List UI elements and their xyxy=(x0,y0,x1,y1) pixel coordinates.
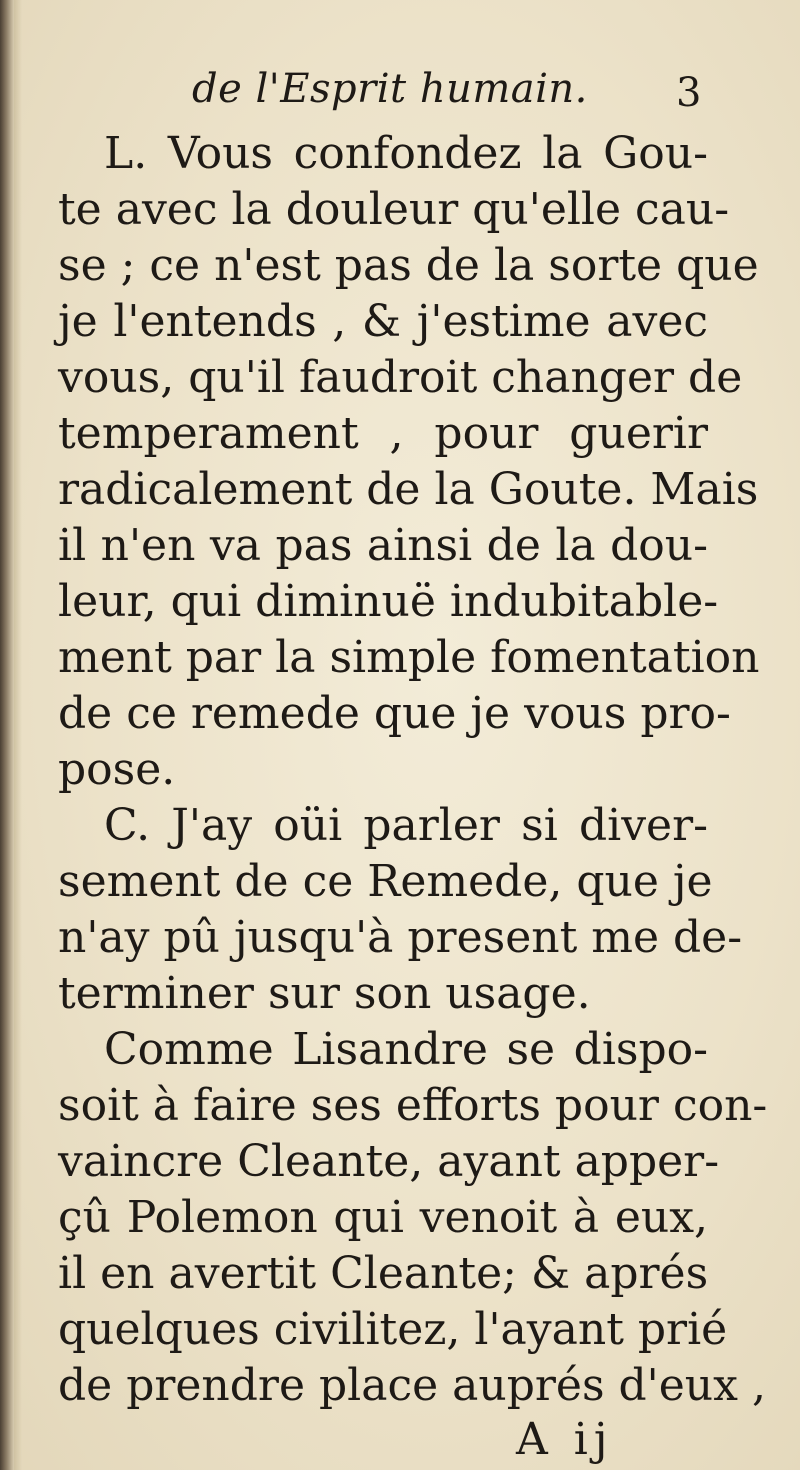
text-line: temperament , pour guerir xyxy=(58,408,708,459)
text-line: pose. xyxy=(58,744,176,795)
text-line: radicalement de la Goute. Mais xyxy=(58,464,759,515)
binding-edge xyxy=(0,0,14,1470)
text-line: L. Vous confondez la Gou- xyxy=(104,128,708,179)
running-head: de l'Esprit humain. xyxy=(192,66,588,112)
text-line: sement de ce Remede, que je xyxy=(58,856,713,907)
text-line: vous, qu'il faudroit changer de xyxy=(58,352,743,403)
text-line: de prendre place auprés d'eux , xyxy=(58,1360,766,1411)
text-line: Comme Lisandre se dispo- xyxy=(104,1024,708,1075)
text-line: ment par la simple fomentation xyxy=(58,632,760,683)
text-line: n'ay pû jusqu'à present me de- xyxy=(58,912,743,963)
text-line: vaincre Cleante, ayant apper- xyxy=(58,1136,720,1187)
text-line: de ce remede que je vous pro- xyxy=(58,688,731,739)
text-line: C. J'ay oüi parler si diver- xyxy=(104,800,708,851)
text-line: quelques civilitez, l'ayant prié xyxy=(58,1304,728,1355)
text-line: te avec la douleur qu'elle cau- xyxy=(58,184,730,235)
text-line: soit à faire ses efforts pour con- xyxy=(58,1080,768,1131)
text-line: leur, qui diminuë indubitable- xyxy=(58,576,719,627)
text-line: je l'entends , & j'estime avec xyxy=(58,296,708,347)
text-line: il n'en va pas ainsi de la dou- xyxy=(58,520,708,571)
text-line: terminer sur son usage. xyxy=(58,968,591,1019)
text-line: çû Polemon qui venoit à eux, xyxy=(58,1192,708,1243)
text-line: il en avertit Cleante; & aprés xyxy=(58,1248,709,1299)
page-number: 3 xyxy=(676,70,702,116)
binding-shadow xyxy=(14,0,22,1470)
text-line: se ; ce n'est pas de la sorte que xyxy=(58,240,759,291)
signature-mark: A ij xyxy=(516,1414,614,1465)
